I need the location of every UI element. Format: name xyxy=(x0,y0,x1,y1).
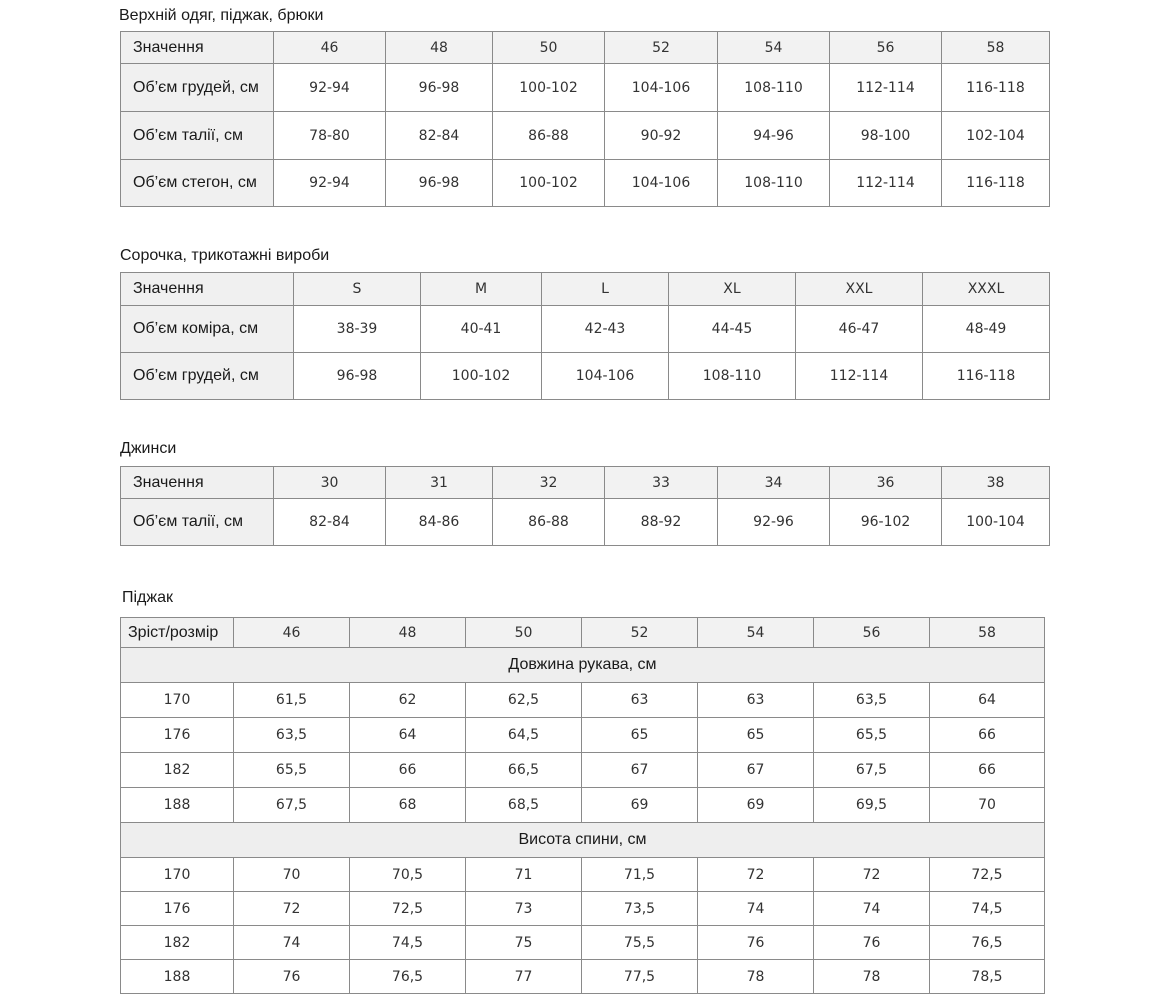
height-cell: 182 xyxy=(121,753,234,788)
table-cell: 69,5 xyxy=(814,788,930,823)
table-cell: 69 xyxy=(582,788,698,823)
size-column-header: XXXL xyxy=(923,273,1050,306)
table-cell: 108-110 xyxy=(669,353,796,400)
table-cell: 68 xyxy=(350,788,466,823)
table-cell: 84-86 xyxy=(386,499,493,546)
table-cell: 77 xyxy=(466,960,582,994)
size-column-header: 48 xyxy=(350,618,466,648)
table-cell: 67,5 xyxy=(234,788,350,823)
table-cell: 63,5 xyxy=(814,683,930,718)
section-title-shirts: Сорочка, трикотажні вироби xyxy=(120,247,330,264)
table-header-row xyxy=(121,273,1050,306)
size-table-jacket xyxy=(120,617,1045,994)
table-cell: 64,5 xyxy=(466,718,582,753)
table-row xyxy=(121,858,1045,892)
size-column-header: 46 xyxy=(274,32,386,64)
table-cell: 66 xyxy=(930,753,1045,788)
group-title: Довжина рукава, см xyxy=(121,648,1045,683)
table-cell: 68,5 xyxy=(466,788,582,823)
size-column-header: 50 xyxy=(466,618,582,648)
table-cell: 64 xyxy=(350,718,466,753)
table-cell: 73 xyxy=(466,892,582,926)
size-column-header: 30 xyxy=(274,467,386,499)
table-cell: 72 xyxy=(698,858,814,892)
table-cell: 63,5 xyxy=(234,718,350,753)
table-cell: 88-92 xyxy=(605,499,718,546)
table-cell: 108-110 xyxy=(718,64,830,112)
height-cell: 170 xyxy=(121,683,234,718)
table-cell: 74 xyxy=(814,892,930,926)
section-title-jacket: Піджак xyxy=(122,589,173,606)
size-column-header: 48 xyxy=(386,32,493,64)
table-cell: 82-84 xyxy=(274,499,386,546)
size-column-header: 34 xyxy=(718,467,830,499)
row-label: Об’єм стегон, см xyxy=(121,160,274,207)
size-column-header: M xyxy=(421,273,542,306)
table-cell: 94-96 xyxy=(718,112,830,160)
table-cell: 72,5 xyxy=(930,858,1045,892)
header-label: Зріст/розмір xyxy=(121,618,234,648)
size-table-jeans xyxy=(120,466,1050,546)
row-label: Об’єм грудей, см xyxy=(121,353,294,400)
table-cell: 70,5 xyxy=(350,858,466,892)
size-table-shirts xyxy=(120,272,1050,400)
table-cell: 116-118 xyxy=(942,64,1050,112)
table-row xyxy=(121,499,1050,546)
size-column-header: 32 xyxy=(493,467,605,499)
row-label: Об’єм талії, см xyxy=(121,499,274,546)
table-cell: 62,5 xyxy=(466,683,582,718)
row-label: Об’єм талії, см xyxy=(121,112,274,160)
table-cell: 42-43 xyxy=(542,306,669,353)
table-cell: 78 xyxy=(814,960,930,994)
table-cell: 112-114 xyxy=(830,160,942,207)
table-cell: 102-104 xyxy=(942,112,1050,160)
table-cell: 104-106 xyxy=(605,160,718,207)
table-cell: 116-118 xyxy=(942,160,1050,207)
size-column-header: 54 xyxy=(718,32,830,64)
table-row xyxy=(121,306,1050,353)
size-column-header: 38 xyxy=(942,467,1050,499)
table-cell: 72 xyxy=(814,858,930,892)
size-column-header: XL xyxy=(669,273,796,306)
table-cell: 63 xyxy=(582,683,698,718)
table-cell: 66 xyxy=(930,718,1045,753)
table-cell: 66,5 xyxy=(466,753,582,788)
table-cell: 66 xyxy=(350,753,466,788)
table-cell: 76,5 xyxy=(930,926,1045,960)
table-cell: 86-88 xyxy=(493,499,605,546)
table-cell: 86-88 xyxy=(493,112,605,160)
size-column-header: 31 xyxy=(386,467,493,499)
table-cell: 67 xyxy=(698,753,814,788)
size-column-header: 52 xyxy=(605,32,718,64)
table-cell: 96-98 xyxy=(386,160,493,207)
table-cell: 78-80 xyxy=(274,112,386,160)
table-cell: 65,5 xyxy=(814,718,930,753)
section-title-jeans: Джинси xyxy=(120,440,177,457)
table-row xyxy=(121,926,1045,960)
table-cell: 90-92 xyxy=(605,112,718,160)
table-cell: 116-118 xyxy=(923,353,1050,400)
table-cell: 70 xyxy=(234,858,350,892)
table-cell: 62 xyxy=(350,683,466,718)
table-cell: 92-94 xyxy=(274,160,386,207)
header-label: Значення xyxy=(121,467,274,499)
size-column-header: 50 xyxy=(493,32,605,64)
table-cell: 63 xyxy=(698,683,814,718)
height-cell: 182 xyxy=(121,926,234,960)
table-cell: 112-114 xyxy=(796,353,923,400)
table-cell: 38-39 xyxy=(294,306,421,353)
size-column-header: 52 xyxy=(582,618,698,648)
table-cell: 108-110 xyxy=(718,160,830,207)
table-cell: 70 xyxy=(930,788,1045,823)
size-column-header: XXL xyxy=(796,273,923,306)
row-label: Об’єм грудей, см xyxy=(121,64,274,112)
table-cell: 96-98 xyxy=(294,353,421,400)
size-table-outerwear xyxy=(120,31,1050,207)
table-row xyxy=(121,753,1045,788)
table-row xyxy=(121,353,1050,400)
table-cell: 65 xyxy=(698,718,814,753)
table-cell: 74 xyxy=(698,892,814,926)
size-column-header: 58 xyxy=(930,618,1045,648)
size-column-header: 36 xyxy=(830,467,942,499)
table-header-row xyxy=(121,32,1050,64)
table-cell: 76,5 xyxy=(350,960,466,994)
table-cell: 71 xyxy=(466,858,582,892)
table-cell: 72 xyxy=(234,892,350,926)
size-column-header: S xyxy=(294,273,421,306)
height-cell: 176 xyxy=(121,892,234,926)
size-column-header: 56 xyxy=(830,32,942,64)
table-cell: 65,5 xyxy=(234,753,350,788)
group-title: Висота спини, см xyxy=(121,823,1045,858)
height-cell: 188 xyxy=(121,788,234,823)
size-column-header: L xyxy=(542,273,669,306)
table-cell: 100-102 xyxy=(493,64,605,112)
table-cell: 71,5 xyxy=(582,858,698,892)
height-cell: 188 xyxy=(121,960,234,994)
table-row xyxy=(121,788,1045,823)
table-cell: 96-102 xyxy=(830,499,942,546)
table-cell: 67 xyxy=(582,753,698,788)
table-cell: 72,5 xyxy=(350,892,466,926)
table-cell: 76 xyxy=(234,960,350,994)
size-column-header: 56 xyxy=(814,618,930,648)
table-cell: 77,5 xyxy=(582,960,698,994)
size-column-header: 58 xyxy=(942,32,1050,64)
size-column-header: 54 xyxy=(698,618,814,648)
table-row xyxy=(121,683,1045,718)
table-cell: 48-49 xyxy=(923,306,1050,353)
table-cell: 112-114 xyxy=(830,64,942,112)
table-cell: 46-47 xyxy=(796,306,923,353)
header-label: Значення xyxy=(121,32,274,64)
table-cell: 100-102 xyxy=(421,353,542,400)
table-cell: 96-98 xyxy=(386,64,493,112)
table-cell: 100-104 xyxy=(942,499,1050,546)
table-cell: 64 xyxy=(930,683,1045,718)
table-cell: 67,5 xyxy=(814,753,930,788)
table-cell: 69 xyxy=(698,788,814,823)
table-cell: 74 xyxy=(234,926,350,960)
table-cell: 73,5 xyxy=(582,892,698,926)
table-cell: 75 xyxy=(466,926,582,960)
table-cell: 44-45 xyxy=(669,306,796,353)
table-cell: 98-100 xyxy=(830,112,942,160)
size-column-header: 46 xyxy=(234,618,350,648)
size-column-header: 33 xyxy=(605,467,718,499)
group-header-row xyxy=(121,823,1045,858)
table-cell: 74,5 xyxy=(350,926,466,960)
table-header-row xyxy=(121,618,1045,648)
table-cell: 76 xyxy=(814,926,930,960)
row-label: Об’єм коміра, см xyxy=(121,306,294,353)
table-cell: 104-106 xyxy=(542,353,669,400)
table-row xyxy=(121,718,1045,753)
table-row xyxy=(121,64,1050,112)
table-cell: 74,5 xyxy=(930,892,1045,926)
table-cell: 40-41 xyxy=(421,306,542,353)
table-cell: 100-102 xyxy=(493,160,605,207)
table-cell: 76 xyxy=(698,926,814,960)
table-cell: 78,5 xyxy=(930,960,1045,994)
table-cell: 61,5 xyxy=(234,683,350,718)
group-header-row xyxy=(121,648,1045,683)
table-cell: 82-84 xyxy=(386,112,493,160)
height-cell: 170 xyxy=(121,858,234,892)
table-cell: 65 xyxy=(582,718,698,753)
header-label: Значення xyxy=(121,273,294,306)
table-cell: 75,5 xyxy=(582,926,698,960)
table-header-row xyxy=(121,467,1050,499)
table-row xyxy=(121,892,1045,926)
height-cell: 176 xyxy=(121,718,234,753)
table-cell: 92-96 xyxy=(718,499,830,546)
section-title-outerwear: Верхній одяг, піджак, брюки xyxy=(119,7,324,24)
table-row xyxy=(121,960,1045,994)
table-row xyxy=(121,112,1050,160)
table-row xyxy=(121,160,1050,207)
table-cell: 92-94 xyxy=(274,64,386,112)
table-cell: 78 xyxy=(698,960,814,994)
table-cell: 104-106 xyxy=(605,64,718,112)
